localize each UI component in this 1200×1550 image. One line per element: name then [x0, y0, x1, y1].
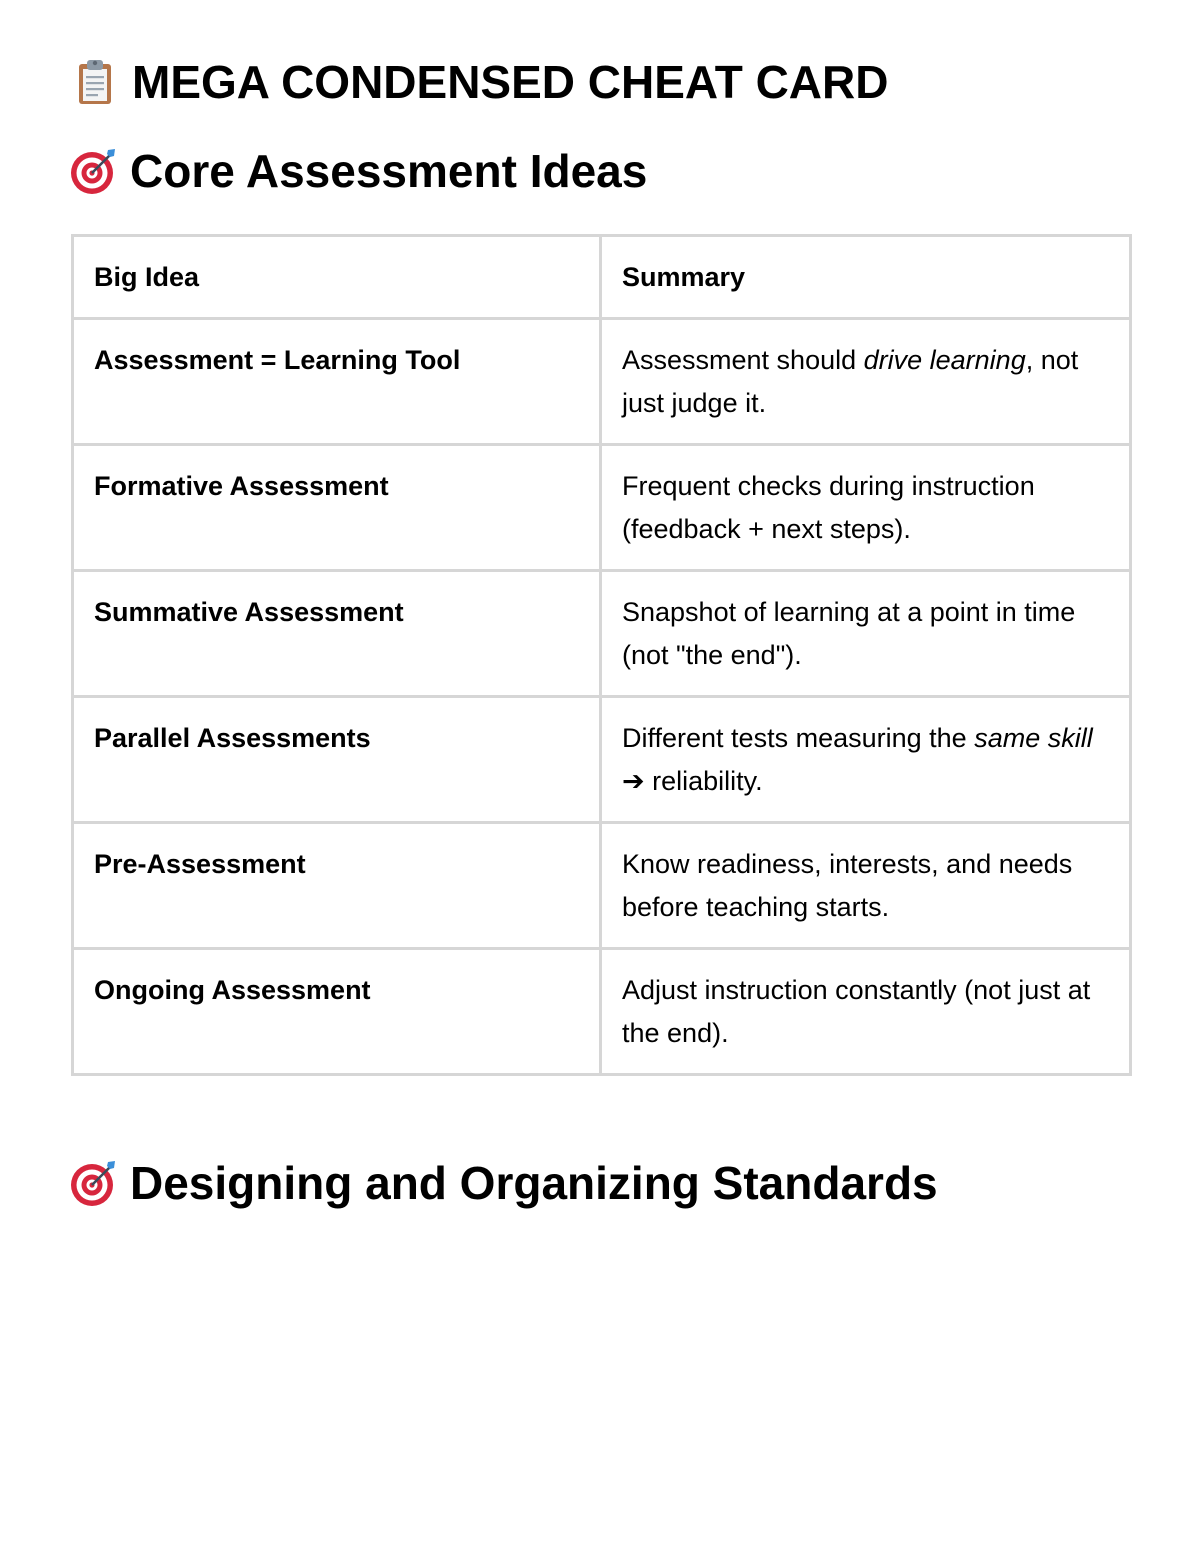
summary-text: ➔ reliability. [622, 766, 763, 796]
summary-text: Different tests measuring the [622, 723, 975, 753]
big-idea-cell: Summative Assessment [73, 571, 601, 697]
table-header-row [73, 236, 1131, 319]
column-header-summary: Summary [601, 236, 1131, 319]
table-row [73, 445, 1131, 571]
table-row [73, 571, 1131, 697]
table-row [73, 949, 1131, 1075]
summary-cell [601, 823, 1131, 949]
target-icon [68, 1158, 118, 1208]
summary-cell [601, 571, 1131, 697]
summary-cell [601, 319, 1131, 445]
section-heading-text: Core Assessment Ideas [130, 145, 648, 197]
summary-emphasis: same skill [974, 723, 1093, 753]
target-icon [68, 146, 118, 196]
table-row [73, 319, 1131, 445]
section-heading-core-assessment [68, 145, 647, 197]
big-idea-cell: Pre-Assessment [73, 823, 601, 949]
big-idea-cell: Ongoing Assessment [73, 949, 601, 1075]
summary-text: Know readiness, interests, and needs before teaching starts. [622, 849, 1073, 922]
core-ideas-table [71, 234, 1132, 1076]
big-idea-cell: Assessment = Learning Tool [73, 319, 601, 445]
section-heading-designing-standards [68, 1157, 938, 1209]
summary-cell [601, 949, 1131, 1075]
summary-text: Assessment should [622, 345, 864, 375]
section-heading-text: Designing and Organizing Standards [130, 1157, 938, 1209]
summary-text: Adjust instruction constantly (not just at the end). [622, 975, 1091, 1048]
summary-text: , not just judge it. [622, 345, 1079, 418]
clipboard-icon [70, 57, 120, 107]
summary-emphasis: drive learning [863, 345, 1026, 375]
table-row [73, 697, 1131, 823]
big-idea-cell: Formative Assessment [73, 445, 601, 571]
summary-cell [601, 697, 1131, 823]
summary-text: Snapshot of learning at a point in time (not "the end"). [622, 597, 1076, 670]
summary-cell [601, 445, 1131, 571]
page-title [70, 56, 888, 108]
big-idea-cell: Parallel Assessments [73, 697, 601, 823]
table-row [73, 823, 1131, 949]
summary-text: Frequent checks during instruction (feedback + next steps). [622, 471, 1035, 544]
page-title-text: MEGA CONDENSED CHEAT CARD [132, 56, 889, 108]
column-header-big-idea: Big Idea [73, 236, 601, 319]
